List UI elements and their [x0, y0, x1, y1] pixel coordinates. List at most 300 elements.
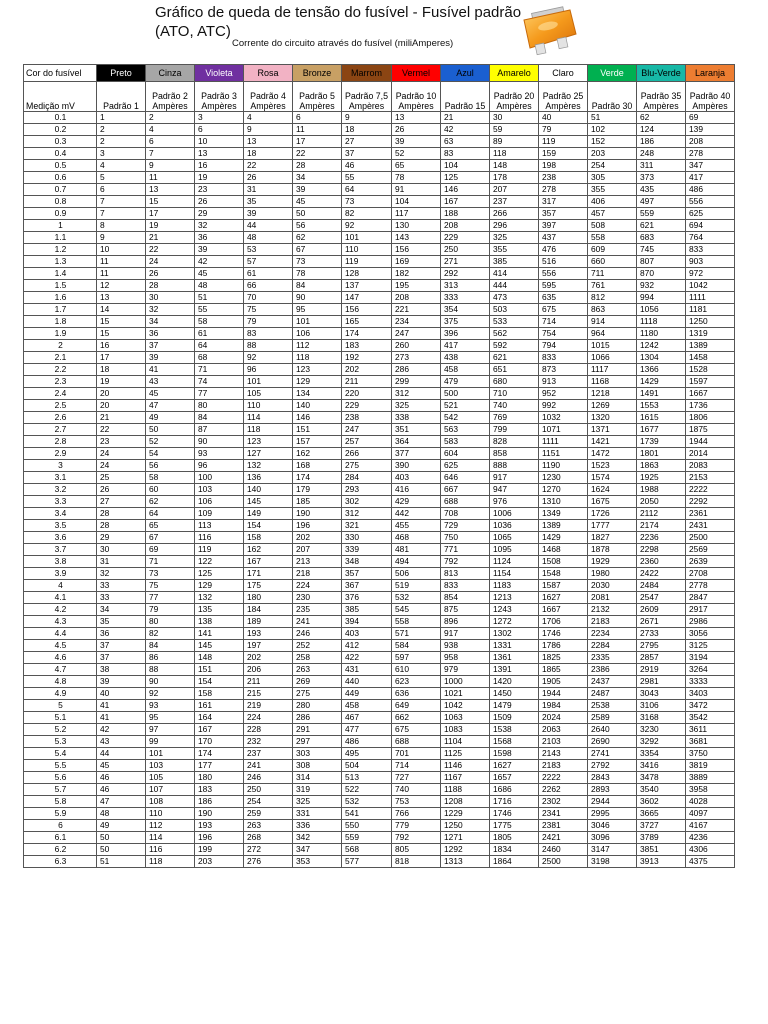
current-cell: 146	[441, 184, 490, 196]
current-cell: 32	[195, 220, 244, 232]
current-cell: 51	[97, 856, 146, 868]
current-cell: 276	[244, 856, 293, 868]
current-cell: 497	[637, 196, 686, 208]
current-cell: 504	[342, 760, 392, 772]
current-cell: 2569	[686, 544, 735, 556]
current-cell: 93	[146, 700, 195, 712]
current-cell: 26	[392, 124, 441, 136]
current-cell: 156	[342, 304, 392, 316]
current-cell: 662	[392, 712, 441, 724]
current-cell: 2050	[637, 496, 686, 508]
current-cell: 130	[392, 220, 441, 232]
current-cell: 377	[392, 448, 441, 460]
fuse-illustration	[514, 4, 586, 56]
current-cell: 694	[686, 220, 735, 232]
current-cell: 140	[244, 484, 293, 496]
current-cell: 1421	[588, 436, 637, 448]
rating-header-cell: Padrão 30	[588, 82, 637, 112]
current-cell: 30	[146, 292, 195, 304]
measurement-cell: 0.3	[24, 136, 97, 148]
current-cell: 3043	[637, 688, 686, 700]
current-cell: 36	[146, 328, 195, 340]
current-cell: 1598	[490, 748, 539, 760]
current-cell: 2103	[539, 736, 588, 748]
current-cell: 44	[97, 748, 146, 760]
current-cell: 83	[244, 328, 293, 340]
current-cell: 2302	[539, 796, 588, 808]
current-cell: 651	[490, 364, 539, 376]
measurement-cell: 5.4	[24, 748, 97, 760]
current-cell: 1548	[539, 568, 588, 580]
current-cell: 284	[342, 472, 392, 484]
current-cell: 1292	[441, 844, 490, 856]
current-cell: 2335	[588, 652, 637, 664]
current-cell: 213	[293, 556, 342, 568]
current-cell: 8	[97, 220, 146, 232]
current-cell: 1706	[539, 616, 588, 628]
current-cell: 339	[342, 544, 392, 556]
measurement-cell: 2.8	[24, 436, 97, 448]
current-cell: 118	[244, 424, 293, 436]
current-cell: 257	[342, 436, 392, 448]
current-cell: 660	[588, 256, 637, 268]
current-cell: 1863	[637, 460, 686, 472]
current-cell: 583	[441, 436, 490, 448]
table-row	[24, 280, 735, 292]
current-cell: 764	[686, 232, 735, 244]
current-cell: 127	[244, 448, 293, 460]
current-cell: 2183	[539, 760, 588, 772]
current-cell: 4097	[686, 808, 735, 820]
current-cell: 1269	[588, 400, 637, 412]
table-row	[24, 556, 735, 568]
current-cell: 1716	[490, 796, 539, 808]
current-cell: 3750	[686, 748, 735, 760]
current-cell: 2431	[686, 520, 735, 532]
current-cell: 403	[392, 472, 441, 484]
table-row	[24, 244, 735, 256]
current-cell: 104	[392, 196, 441, 208]
current-cell: 22	[293, 148, 342, 160]
current-cell: 1021	[441, 688, 490, 700]
table-row	[24, 184, 735, 196]
current-cell: 1272	[490, 616, 539, 628]
current-cell: 325	[293, 796, 342, 808]
current-cell: 2024	[539, 712, 588, 724]
current-cell: 3230	[637, 724, 686, 736]
current-cell: 38	[97, 664, 146, 676]
current-cell: 19	[195, 172, 244, 184]
current-cell: 24	[97, 448, 146, 460]
current-cell: 206	[244, 664, 293, 676]
current-cell: 1111	[539, 436, 588, 448]
rating-header-cell: Padrão 4 Ampères	[244, 82, 293, 112]
current-cell: 792	[392, 832, 441, 844]
current-cell: 1095	[490, 544, 539, 556]
table-row	[24, 316, 735, 328]
current-cell: 25	[97, 472, 146, 484]
current-cell: 42	[97, 724, 146, 736]
current-cell: 42	[195, 256, 244, 268]
current-cell: 625	[441, 460, 490, 472]
current-cell: 1146	[441, 760, 490, 772]
current-cell: 4375	[686, 856, 735, 868]
current-cell: 118	[490, 148, 539, 160]
current-cell: 145	[195, 640, 244, 652]
current-cell: 342	[293, 832, 342, 844]
current-cell: 3147	[588, 844, 637, 856]
current-cell: 854	[441, 592, 490, 604]
current-cell: 73	[342, 196, 392, 208]
table-row	[24, 844, 735, 856]
measurement-cell: 6	[24, 820, 97, 832]
current-cell: 17	[293, 136, 342, 148]
current-cell: 39	[293, 184, 342, 196]
current-cell: 238	[342, 412, 392, 424]
current-cell: 992	[539, 400, 588, 412]
current-cell: 794	[539, 340, 588, 352]
current-cell: 3046	[588, 820, 637, 832]
current-cell: 54	[146, 448, 195, 460]
current-cell: 167	[441, 196, 490, 208]
current-cell: 278	[539, 184, 588, 196]
current-cell: 196	[195, 832, 244, 844]
current-cell: 636	[392, 688, 441, 700]
current-cell: 2484	[637, 580, 686, 592]
current-cell: 71	[146, 556, 195, 568]
current-cell: 303	[293, 748, 342, 760]
current-cell: 46	[97, 772, 146, 784]
current-cell: 41	[146, 364, 195, 376]
table-row	[24, 676, 735, 688]
current-cell: 37	[97, 640, 146, 652]
current-cell: 5	[97, 172, 146, 184]
measurement-cell: 0.5	[24, 160, 97, 172]
current-cell: 51	[588, 112, 637, 124]
measurement-cell: 1.2	[24, 244, 97, 256]
current-cell: 2014	[686, 448, 735, 460]
table-row	[24, 580, 735, 592]
current-cell: 184	[244, 604, 293, 616]
current-cell: 1472	[588, 448, 637, 460]
current-cell: 151	[195, 664, 244, 676]
current-cell: 183	[195, 784, 244, 796]
current-cell: 90	[195, 436, 244, 448]
current-cell: 116	[146, 844, 195, 856]
current-cell: 190	[293, 508, 342, 520]
current-cell: 1118	[637, 316, 686, 328]
current-cell: 41	[97, 700, 146, 712]
measurement-cell: 5.1	[24, 712, 97, 724]
current-cell: 286	[392, 364, 441, 376]
table-row	[24, 112, 735, 124]
current-cell: 4	[97, 160, 146, 172]
current-cell: 208	[441, 220, 490, 232]
current-cell: 272	[244, 844, 293, 856]
current-cell: 1786	[539, 640, 588, 652]
current-cell: 60	[146, 484, 195, 496]
current-cell: 1180	[637, 328, 686, 340]
current-cell: 312	[342, 508, 392, 520]
current-cell: 1250	[686, 316, 735, 328]
current-cell: 51	[195, 292, 244, 304]
current-cell: 202	[293, 532, 342, 544]
current-cell: 92	[146, 688, 195, 700]
current-cell: 203	[588, 148, 637, 160]
current-cell: 22	[244, 160, 293, 172]
current-cell: 21	[441, 112, 490, 124]
current-cell: 16	[195, 160, 244, 172]
current-cell: 406	[588, 196, 637, 208]
current-cell: 96	[195, 460, 244, 472]
current-cell: 769	[490, 412, 539, 424]
measurement-cell: 5.7	[24, 784, 97, 796]
current-cell: 1929	[588, 556, 637, 568]
current-cell: 2500	[686, 532, 735, 544]
current-cell: 207	[490, 184, 539, 196]
current-cell: 3889	[686, 772, 735, 784]
current-cell: 230	[293, 592, 342, 604]
current-cell: 110	[244, 400, 293, 412]
current-cell: 503	[490, 304, 539, 316]
current-cell: 917	[441, 628, 490, 640]
current-cell: 457	[588, 208, 637, 220]
measurement-cell: 0.1	[24, 112, 97, 124]
current-cell: 3	[195, 112, 244, 124]
current-cell: 275	[293, 688, 342, 700]
current-cell: 354	[441, 304, 490, 316]
measurement-cell: 1.1	[24, 232, 97, 244]
current-cell: 154	[244, 520, 293, 532]
current-cell: 2083	[686, 460, 735, 472]
current-cell: 1420	[490, 676, 539, 688]
current-cell: 429	[392, 496, 441, 508]
current-cell: 37	[342, 148, 392, 160]
current-cell: 56	[146, 460, 195, 472]
current-cell: 156	[392, 244, 441, 256]
current-cell: 2222	[539, 772, 588, 784]
current-cell: 1071	[539, 424, 588, 436]
current-cell: 123	[244, 436, 293, 448]
current-cell: 70	[244, 292, 293, 304]
current-cell: 2381	[539, 820, 588, 832]
current-cell: 522	[342, 784, 392, 796]
current-cell: 416	[392, 484, 441, 496]
current-cell: 158	[195, 688, 244, 700]
measurement-cell: 3.3	[24, 496, 97, 508]
measurement-cell: 6.1	[24, 832, 97, 844]
table-row	[24, 160, 735, 172]
current-cell: 39	[392, 136, 441, 148]
table-row	[24, 760, 735, 772]
current-cell: 675	[539, 304, 588, 316]
current-cell: 1111	[686, 292, 735, 304]
current-cell: 135	[195, 604, 244, 616]
current-cell: 1361	[490, 652, 539, 664]
current-cell: 297	[293, 736, 342, 748]
measurement-cell: 4	[24, 580, 97, 592]
current-cell: 2460	[539, 844, 588, 856]
current-cell: 1230	[539, 472, 588, 484]
current-cell: 319	[293, 784, 342, 796]
current-cell: 42	[441, 124, 490, 136]
rating-header-cell: Padrão 7,5 Ampères	[342, 82, 392, 112]
current-cell: 1746	[490, 808, 539, 820]
current-cell: 417	[441, 340, 490, 352]
current-cell: 101	[146, 748, 195, 760]
current-cell: 148	[490, 160, 539, 172]
current-cell: 2944	[588, 796, 637, 808]
measurement-cell: 2.7	[24, 424, 97, 436]
current-cell: 2262	[539, 784, 588, 796]
current-cell: 218	[293, 568, 342, 580]
current-cell: 1168	[588, 376, 637, 388]
current-cell: 23	[195, 184, 244, 196]
current-cell: 114	[244, 412, 293, 424]
current-cell: 190	[195, 808, 244, 820]
measurement-cell: 4.2	[24, 604, 97, 616]
current-cell: 20	[97, 388, 146, 400]
current-cell: 106	[195, 496, 244, 508]
current-cell: 3472	[686, 700, 735, 712]
current-cell: 740	[392, 784, 441, 796]
current-cell: 308	[293, 760, 342, 772]
current-cell: 1181	[686, 304, 735, 316]
rating-header-cell: Padrão 2 Ampères	[146, 82, 195, 112]
current-cell: 140	[293, 400, 342, 412]
current-cell: 99	[146, 736, 195, 748]
current-cell: 138	[195, 616, 244, 628]
table-row	[24, 652, 735, 664]
current-cell: 123	[293, 364, 342, 376]
fuse-color-cell: Claro	[539, 65, 588, 82]
current-cell: 24	[97, 460, 146, 472]
current-cell: 169	[392, 256, 441, 268]
current-cell: 3913	[637, 856, 686, 868]
measurement-cell: 0.2	[24, 124, 97, 136]
current-cell: 89	[490, 136, 539, 148]
current-cell: 57	[244, 256, 293, 268]
current-cell: 2671	[637, 616, 686, 628]
current-cell: 65	[146, 520, 195, 532]
current-cell: 79	[244, 316, 293, 328]
current-cell: 375	[441, 316, 490, 328]
table-row	[24, 496, 735, 508]
current-cell: 532	[392, 592, 441, 604]
current-cell: 952	[539, 388, 588, 400]
current-cell: 159	[539, 148, 588, 160]
current-cell: 947	[490, 484, 539, 496]
current-cell: 3194	[686, 652, 735, 664]
current-cell: 83	[441, 148, 490, 160]
current-cell: 18	[342, 124, 392, 136]
current-cell: 1015	[588, 340, 637, 352]
current-cell: 390	[392, 460, 441, 472]
current-cell: 1864	[490, 856, 539, 868]
measurement-cell: 1.5	[24, 280, 97, 292]
current-cell: 870	[637, 268, 686, 280]
current-cell: 558	[392, 616, 441, 628]
current-cell: 476	[539, 244, 588, 256]
current-cell: 185	[293, 496, 342, 508]
current-cell: 1624	[588, 484, 637, 496]
current-cell: 347	[293, 844, 342, 856]
current-cell: 46	[97, 784, 146, 796]
current-cell: 224	[244, 712, 293, 724]
current-cell: 48	[97, 808, 146, 820]
current-cell: 2341	[539, 808, 588, 820]
current-cell: 1677	[637, 424, 686, 436]
current-cell: 1568	[490, 736, 539, 748]
rating-header-cell: Padrão 15	[441, 82, 490, 112]
current-cell: 90	[146, 676, 195, 688]
current-cell: 896	[441, 616, 490, 628]
current-cell: 2292	[686, 496, 735, 508]
current-cell: 66	[244, 280, 293, 292]
current-cell: 1528	[686, 364, 735, 376]
current-cell: 710	[490, 388, 539, 400]
current-cell: 2609	[637, 604, 686, 616]
current-cell: 108	[146, 796, 195, 808]
current-cell: 833	[441, 580, 490, 592]
current-cell: 158	[244, 532, 293, 544]
current-cell: 106	[293, 328, 342, 340]
current-cell: 1627	[490, 760, 539, 772]
current-cell: 444	[490, 280, 539, 292]
current-cell: 675	[392, 724, 441, 736]
current-cell: 1213	[490, 592, 539, 604]
current-cell: 2437	[588, 676, 637, 688]
current-cell: 247	[342, 424, 392, 436]
current-cell: 36	[97, 628, 146, 640]
current-cell: 1587	[539, 580, 588, 592]
current-cell: 513	[342, 772, 392, 784]
current-cell: 13	[97, 292, 146, 304]
current-cell: 78	[392, 172, 441, 184]
current-cell: 3789	[637, 832, 686, 844]
current-cell: 1036	[490, 520, 539, 532]
current-cell: 1825	[539, 652, 588, 664]
current-cell: 266	[490, 208, 539, 220]
measurement-cell: 1.6	[24, 292, 97, 304]
current-cell: 96	[244, 364, 293, 376]
current-cell: 473	[490, 292, 539, 304]
table-row	[24, 568, 735, 580]
current-cell: 260	[392, 340, 441, 352]
measurement-cell: 5.8	[24, 796, 97, 808]
current-cell: 2741	[588, 748, 637, 760]
current-cell: 3958	[686, 784, 735, 796]
table-row	[24, 292, 735, 304]
current-cell: 292	[441, 268, 490, 280]
current-cell: 3354	[637, 748, 686, 760]
current-cell: 3819	[686, 760, 735, 772]
current-cell: 2081	[588, 592, 637, 604]
measurement-cell: 1	[24, 220, 97, 232]
current-cell: 577	[342, 856, 392, 868]
measurement-cell: 4.5	[24, 640, 97, 652]
current-cell: 302	[342, 496, 392, 508]
current-cell: 305	[588, 172, 637, 184]
current-cell: 3	[97, 148, 146, 160]
current-cell: 48	[244, 232, 293, 244]
current-cell: 321	[342, 520, 392, 532]
current-cell: 50	[293, 208, 342, 220]
current-cell: 75	[244, 304, 293, 316]
current-cell: 1063	[441, 712, 490, 724]
current-cell: 12	[97, 280, 146, 292]
current-cell: 50	[146, 424, 195, 436]
